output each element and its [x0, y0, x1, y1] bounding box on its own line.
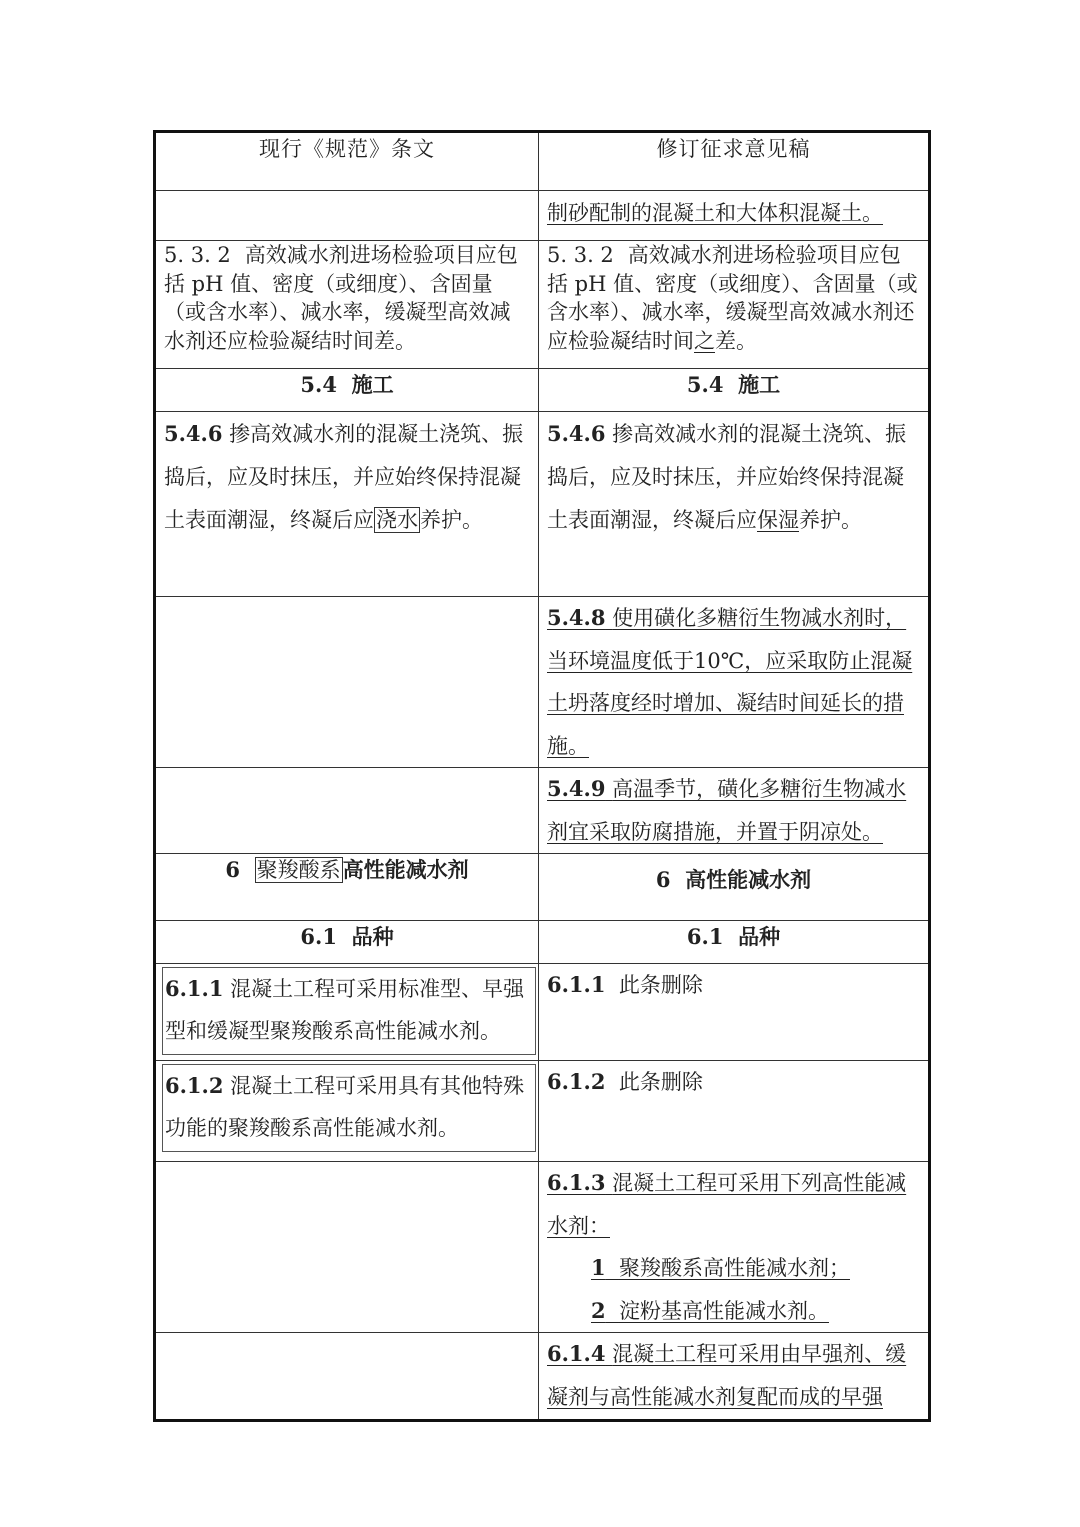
clause-6-1-1-current	[155, 964, 539, 1061]
clause-number: 6.1.3	[547, 1170, 606, 1195]
section-title: 品种	[738, 924, 781, 949]
cell-empty	[155, 1333, 539, 1421]
clause-text: 此条删除	[618, 1070, 703, 1094]
clause-text: 混凝土工程可采用由早强剂、缓凝剂与高性能减水剂复配而成的早强	[547, 1342, 907, 1409]
clause-text: 高温季节，磺化多糖衍生物减水剂宜采取防腐措施，并置于阴凉处。	[547, 777, 907, 844]
clause-number: 5. 3. 2	[547, 243, 614, 267]
table-row	[155, 1162, 930, 1333]
clause-5-3-2-revised	[539, 241, 930, 369]
clause-number: 5.4.6	[547, 421, 606, 446]
section-row	[155, 921, 930, 964]
cell-empty	[155, 768, 539, 854]
clause-number: 6.1.2	[165, 1073, 224, 1098]
clause-6-1-3-revised	[539, 1162, 930, 1333]
chapter-number: 6	[655, 867, 671, 892]
continuation-text: 制砂配制的混凝土和大体积混凝土。	[547, 201, 883, 225]
cell-continuation	[539, 191, 930, 241]
list-item	[547, 1247, 920, 1290]
section-row	[155, 369, 930, 412]
clause-text-end: 养护。	[420, 508, 483, 532]
clause-6-1-2-current	[155, 1061, 539, 1162]
table-row	[155, 191, 930, 241]
table-row	[155, 597, 930, 768]
clause-number: 5.4.6	[164, 421, 223, 446]
clause-text: 混凝土工程可采用标准型、早强型和缓凝型聚羧酸系高性能减水剂。	[165, 977, 525, 1043]
clause-text: 此条删除	[618, 973, 703, 997]
clause-5-4-8-revised	[539, 597, 930, 768]
chapter-title: 高性能减水剂	[342, 857, 469, 882]
item-text: 淀粉基高性能减水剂。	[618, 1298, 829, 1323]
section-number: 5.4	[686, 372, 724, 397]
clause-5-3-2-current	[155, 241, 539, 369]
section-6-1-revised	[539, 921, 930, 964]
cell-empty	[155, 191, 539, 241]
clause-number: 6.1.1	[165, 976, 224, 1001]
section-row	[155, 854, 930, 921]
clause-text: 混凝土工程可采用下列高性能减水剂：	[547, 1171, 907, 1238]
boxed-deleted-text: 浇水	[376, 508, 418, 532]
clause-text-end: 差。	[715, 328, 757, 353]
clause-text: 高效减水剂进场检验项目应包括 pH 值、密度（或细度）、含固量（或含水率）、减水率，缓凝型高效减水剂还应检验凝结时间	[547, 243, 918, 353]
clause-number: 5.4.9	[547, 776, 606, 801]
clause-text: 高效减水剂进场检验项目应包括 pH 值、密度（或细度）、含固量（或含水率）、减水率，缓凝型高效减水剂还应检验凝结时间差。	[164, 243, 518, 353]
cell-empty	[155, 1162, 539, 1333]
cell-empty	[155, 597, 539, 768]
section-6-1-current	[155, 921, 539, 964]
header-revision-draft: 修订征求意见稿	[539, 132, 930, 191]
inserted-text: 之	[694, 328, 715, 353]
comparison-table	[153, 130, 931, 1422]
clause-6-1-2-revised	[539, 1061, 930, 1162]
clause-number: 6.1.2	[547, 1069, 606, 1094]
clause-5-4-6-current	[155, 412, 539, 597]
table-row	[155, 1333, 930, 1421]
section-5-4-current	[155, 369, 539, 412]
table-row	[155, 964, 930, 1061]
boxed-deleted-text: 聚羧酸系	[256, 858, 341, 882]
chapter-number: 6	[225, 857, 240, 882]
clause-number: 5.4.8	[547, 605, 606, 630]
table-row	[155, 768, 930, 854]
table-row	[155, 412, 930, 597]
item-number: 1	[591, 1255, 606, 1280]
clause-6-1-1-revised	[539, 964, 930, 1061]
clause-text: 掺高效减水剂的混凝土浇筑、振捣后，应及时抹压，并应始终保持混凝土表面潮湿，终凝后应	[164, 422, 524, 532]
section-5-4-revised	[539, 369, 930, 412]
clause-number: 6.1.1	[547, 972, 606, 997]
item-number: 2	[591, 1297, 606, 1323]
table-row	[155, 1061, 930, 1162]
inserted-text: 保湿	[757, 508, 799, 532]
chapter-6-current	[155, 854, 539, 921]
clause-text-end: 养护。	[799, 508, 862, 532]
chapter-6-revised	[539, 854, 930, 921]
clause-text: 混凝土工程可采用具有其他特殊功能的聚羧酸系高性能减水剂。	[165, 1074, 525, 1140]
table-row	[155, 241, 930, 369]
header-current-clause: 现行《规范》条文	[155, 132, 539, 191]
clause-6-1-4-revised	[539, 1333, 930, 1421]
chapter-title: 高性能减水剂	[685, 867, 812, 892]
list-item	[547, 1290, 920, 1333]
section-number: 6.1	[686, 924, 724, 949]
clause-text: 掺高效减水剂的混凝土浇筑、振捣后，应及时抹压，并应始终保持混凝土表面潮湿，终凝后应	[547, 422, 907, 532]
clause-number: 6.1.4	[547, 1341, 606, 1366]
section-number: 6.1	[300, 924, 337, 949]
section-title: 施工	[738, 372, 781, 397]
clause-5-4-9-revised	[539, 768, 930, 854]
table-header-row	[155, 132, 930, 191]
item-text: 聚羧酸系高性能减水剂；	[618, 1256, 850, 1280]
section-number: 5.4	[300, 372, 337, 397]
clause-number: 5. 3. 2	[164, 243, 231, 267]
clause-5-4-6-revised	[539, 412, 930, 597]
deleted-clause-box	[162, 967, 536, 1055]
section-title: 施工	[351, 372, 394, 397]
deleted-clause-box	[162, 1064, 536, 1152]
clause-text: 使用磺化多糖衍生物减水剂时，当环境温度低于10℃，应采取防止混凝土坍落度经时增加、凝结时间延长的措施。	[547, 606, 913, 758]
section-title: 品种	[351, 924, 394, 949]
